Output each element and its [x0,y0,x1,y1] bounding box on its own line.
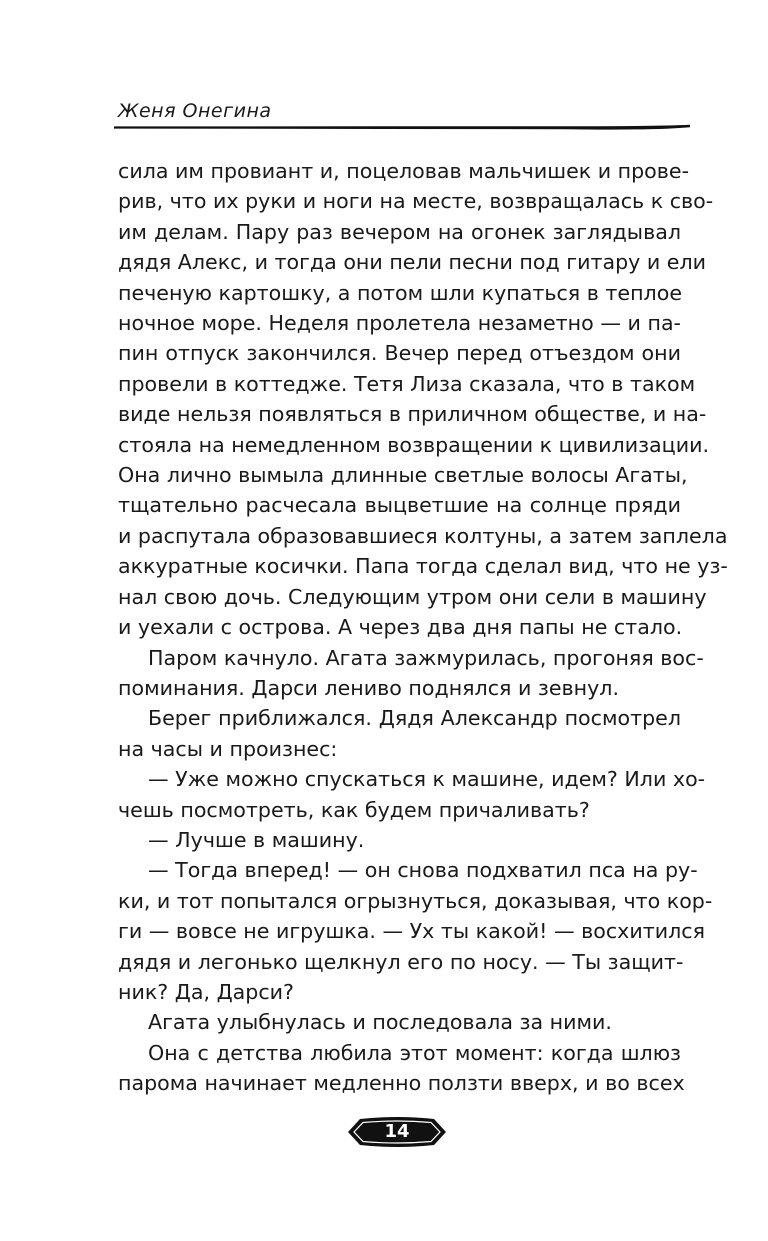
text-line: Агата улыбнулась и последовала за ними. [148,1010,612,1035]
text-line: нал свою дочь. Следующим утром они сели в машину [118,584,707,609]
text-line: — Тогда вперед! — он снова подхватил пса на ру- [148,858,698,883]
running-head: Женя Онегина [118,100,272,122]
text-line: сила им провиант и, поцеловав мальчишек и прове- [118,159,690,183]
text-line: дядя Алекс, и тогда они пели песни под гитару и ели [118,250,707,275]
text-line: Она лично вымыла длинные светлые волосы Агаты, [118,463,688,488]
text-line: и распутала образовавшиеся колтуны, а затем заплела [118,523,728,548]
page-number: 14 [384,1121,410,1142]
text-line: — Уже можно спускаться к машине, идем? Или хо- [148,767,706,792]
text-line: печеную картошку, а потом шли купаться в теплое [118,280,682,305]
text-line: Паром качнуло. Агата зажмурилась, прогоняя вос- [148,645,704,670]
text-line: рив, что их руки и ноги на месте, возвращалась к сво- [118,189,714,214]
header-rule [114,124,690,131]
text-line: аккуратные косички. Папа тогда сделал вид, что не уз- [118,554,728,579]
text-line: ник? Да, Дарси? [118,979,294,1004]
text-line: им делам. Пару раз вечером на огонек заглядывал [118,219,681,244]
text-line: ночное море. Неделя пролетела незаметно — и па- [118,311,681,336]
page-body [118,156,728,1099]
text-line: Она с детства любила этот момент: когда шлюз [148,1040,681,1065]
text-line: чешь посмотреть, как будем причаливать? [118,797,590,822]
text-line: и уехали с острова. А через два дня папы не стало. [118,615,683,640]
text-line: дядя и легонько щелкнул его по носу. — Ты защит- [118,949,684,974]
page-number-badge [344,1114,450,1150]
text-line: Берег приближался. Дядя Александр посмотрел [148,706,681,731]
text-line: тщательно расчесала выцветшие на солнце пряди [118,493,681,518]
text-line: на часы и произнес: [118,736,338,761]
text-line: поминания. Дарси лениво поднялся и зевнул. [118,675,620,700]
text-line: ги — вовсе не игрушка. — Ух ты какой! — восхитился [118,919,705,944]
text-line: провели в коттедже. Тетя Лиза сказала, что в таком [118,371,696,396]
text-line: ки, и тот попытался огрызнуться, доказывая, что кор- [118,888,713,913]
text-line: парома начинает медленно ползти вверх, и во всех [118,1071,685,1096]
text-line: — Лучше в машину. [148,827,365,852]
text-line: виде нельзя появляться в приличном обществе, и на- [118,402,707,427]
text-line: пин отпуск закончился. Вечер перед отъездом они [118,341,681,366]
text-line: стояла на немедленном возвращении к цивилизации. [118,432,710,457]
